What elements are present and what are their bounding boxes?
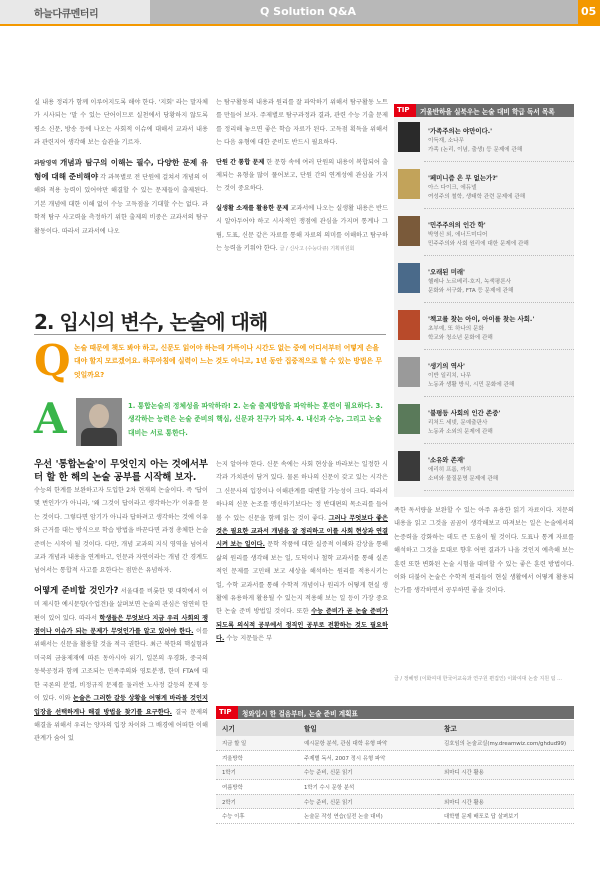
section-rule [34,334,386,335]
divider [424,396,574,397]
paragraph: 는 탐구활동의 내용과 원리를 잘 파악하기 위해서 탐구활동 노트를 만들어 보자. 주제별로 탐구과정과 결과, 관련 수능 기출 문제를 정리해 놓으면 좋은 학습 자료가 된다. 고득점 획득을 위해서는 다음 유형에 대한 준비도 반드시 필요하다. [216,99,388,147]
paragraph-text: 문학 작품에 대한 실증적 이해와 감상을 통해 삶의 원리를 생각해 보는 일, 도덕이나 철학 교과서를 통해 실존적인 문제를 고민해 보고 세상을 해석하는 원리를 적용시키는 일, 수학 교과서를 통해 수학적 개념이나 원리가 어떻게 현실 생활에 유용하게 활용될 수 있는지 적용해 보는 일 등이 가장 중요한 논술 준비 방법일 것이다. 또한 [216,541,389,616]
divider [424,443,574,444]
tip-badge: TIP [216,706,238,719]
table-row [216,809,574,824]
divider [424,161,574,162]
author-photo [76,398,122,446]
book-cover-image [398,357,420,387]
point-2 [216,202,388,257]
column-header: 시기 [216,720,298,736]
book-item [398,169,574,213]
answer-text: 1. 통합논술의 정체성을 파악하라! 2. 논술 출제방향을 파악하는 훈련이 필요하다. 3. 생각하는 능력은 논술 준비의 핵심, 신문과 친구가 되자. 4. 내신과 수능, 그리고 논술 대비는 서로 통한다. [128,402,383,437]
author-note: 글 / 신사고 (수능다큐) 기획위원회 [279,246,355,253]
table-header-row [216,720,574,736]
paragraph-text: 는지 알아야 한다. 신문 속에는 사회 현상을 바라보는 일정한 시각과 가치관이 담겨 있다. 물론 하나의 신문이 갖고 있는 시각은 그 신문사의 입장이나 이해관계를 대변할 가능성이 크다. 따라서 하나의 신문 논조를 맹신하기보다는 정 반대편의 목소리를 들어볼 수 있는 신문을 함께 읽는 것이 좋다. [216,461,388,522]
point-heading: 단원 간 통합 문제 [216,158,265,166]
book-description: 박영신 외, 에너드미디어 민주주의와 사회 원리에 대한 문제에 관해 [428,232,529,247]
book-description: 아스 다이크, 에듀넬 여성주의 철학, 생태학 관련 문제에 관해 [428,185,526,200]
divider [424,255,574,256]
book-cover-image [398,404,420,434]
column-header: 참고 [438,720,574,736]
paragraph: 결국 문제의 해결을 위해서 우리는 양자의 입장 차이와 그 배경에 어떠한 이해관계가 숨어 있 [34,708,209,743]
highlight-text: 논술은 그러한 갈등 상황을 어떻게 바라볼 것인지 입장을 선택하게나 해결 방법을 찾기를 요구한다. [34,695,208,716]
book-title: '가족주의는 야만이다.' [428,127,493,135]
lower-column-c [394,504,574,598]
plan-table-title: 청와입시 한 걸음부터, 논술 준비 계획표 [242,710,358,718]
book-item [398,263,574,307]
point-text: 교과서에 나오는 실생활 내용은 반드시 알아두어야 하고 시사적인 쟁점에 관심을 가지며 통계나 그림, 도표, 신문 같은 자료를 통해 자료의 의미를 이해하고 탐구하는 능력을 키워야 한다. [216,204,389,253]
table-cell [438,780,574,795]
question-mark-letter: Q [34,336,71,385]
author-caption: 글 / 정혜영 (이화여대 한국어교육과 연구원 편집인) 이화여대 논술 지원 팀 ... [394,676,562,682]
column-header: 할일 [298,720,438,736]
point-text: 한 문항 속에 여러 단원의 내용이 복합되어 출제되는 유형을 많이 풀어보고, 단원 간의 연계성에 관심을 가지는 것이 중요하다. [216,158,388,193]
book-description: 에리히 프롬, 까치 소비와 물질문명 문제에 관해 [428,467,499,482]
section-bar [150,0,578,24]
subsection [34,156,208,238]
book-item [398,404,574,448]
book-description: 이반 일리치, 나무 노동과 생활 방식, 시민 문화에 관해 [428,373,515,388]
book-description: 리처드 세넷, 문예출판사 노동과 소외의 문제에 관해 [428,420,493,435]
book-cover-image [398,310,420,340]
table-cell: 2학기 [216,794,298,809]
logo-text: 하늘다큐멘터리 [34,9,99,20]
table-cell: 주제별 독서, 2007 정시 유형 파악 [298,751,438,766]
table-body [216,736,574,824]
table-row [216,736,574,751]
reading-list-header [394,104,574,117]
book-title: '페미니즘 은 무 없는가?' [428,174,498,182]
book-item [398,122,574,166]
paragraph: 이를 위해서는 신문을 활용할 것을 적극 권한다. 최근 북한의 핵실험과 미국의 금융제재에 따른 동아시아 위기, 일본의 우경화, 중국의 동북공정과 함께 고조되는 민족주의와 영토분쟁, 한미 FTA에 대한 국론의 분열, 비정규직 문제를 둘러싼 노사정 갈등의 문제 등이 있다. 이와 [34,628,209,703]
answer-letter: A [34,394,67,443]
table-cell: 겨울방학 [216,751,298,766]
paragraph: 각 과목별로 전 단원에 걸쳐서 개념의 이해와 적용 능력이 있어야만 해결할 수 있는 문제들이 출제된다. 기본 개념에 대한 이해 없이 수능 고득점을 기대할 수는 없다. 과학적 탐구 사고력을 측정하기 위한 출제의 비중은 교과서의 탐구활동이다. 따라서 교과서에 나오 [34,174,208,235]
subject-label: 과탐영역 [34,159,58,167]
table-cell: 예시문항 분석, 관심 대학 유형 파악 [298,736,438,751]
book-item [398,451,574,495]
divider [424,302,574,303]
table-row [216,794,574,809]
subsection [34,584,208,746]
paragraph-text: 수능 지문들은 부 [226,635,273,643]
book-title: '소유와 존재' [428,456,466,464]
book-title: '오래된 미래' [428,268,466,276]
book-title: '불평등 사회의 인간 존중' [428,409,501,417]
book-description: 헬레나 노르베리-호지, 녹색평론사 문화와 서구화, FTA 등 문제에 관해 [428,279,514,294]
photo-head [89,404,109,428]
page-header [0,0,600,24]
table-row [216,765,574,780]
paragraph: 수능의 한계를 보완하고자 도입한 2차 현재의 논술이다. 즉 '답이 몇 번인가'가 아니라, '왜 그것이 답이라고 생각하는가' 이유를 묻는 것이다. 그렇다면 암기가 아니라 답하려고 생각하는 것에 이유와 근거를 대는 방식으로 학습 방법을 바꾼다면 과정 총체한 논술 준비는 시작이 될 것이다. 다만, 개념 교과의 지식 영역을 넘어서 교과 개념과 내용을 연계하고, 인문과 자연이라는 개념 간 경계도 넘어서는 통합적 사고를 요한다는 점만은 유념하자. [34,487,208,575]
photo-body [81,428,117,446]
book-cover-image [398,263,420,293]
header-rule [0,24,600,26]
paragraph [216,458,388,646]
table-cell: 논술문 작성 연습(실전 논술 대비) [298,809,438,824]
book-description: 이득재, 소나무 가족 (논리, 이념, 출생) 등 문제에 관해 [428,138,523,153]
paragraph: 서울대를 비롯한 몇 대학에서 이미 제시한 예시문항(수업견)을 살펴보면 논술의 관심은 엄연히 한편이 있어 있다. 따라서 [34,587,208,622]
book-title: '책고를 찾는 아이, 아이를 찾는 사회.' [428,315,535,323]
tip-badge: TIP [394,104,416,117]
table-row [216,780,574,795]
section-title: 2. 입시의 변수, 논술에 대해 [34,310,268,334]
table-cell: 1학기 [216,765,298,780]
book-cover-image [398,169,420,199]
book-cover-image [398,216,420,246]
table-cell: 지금 할 일 [216,736,298,751]
table-cell: 여름방학 [216,780,298,795]
question-text: 논술 때문에 책도 봐야 하고, 신문도 읽어야 하는데 가뜩이나 시간도 없는 중에 어디서부터 어떻게 손을 대야 할지 모르겠어요. 하루아침에 실력이 느는 것도 아니고, 1년 동안 집중적으로 할 수 있는 방법은 무엇일까요? [74,344,383,379]
highlight-text: 수능 준비가 곧 논술 준비가 되도록 의식적 공부에서 정직인 공부로 전환하는 것도 필요하다. [216,608,388,643]
table-row [216,751,574,766]
book-item [398,310,574,354]
table-cell: 외마디 시간 활용 [438,794,574,809]
upper-column-1 [34,96,208,238]
reading-list-title: 거울반하을 실북우는 논술 대비 학급 독서 목록 [420,108,555,116]
book-title: '민주주의의 인간 학' [428,221,486,229]
book-title: '생기의 역사' [428,362,466,370]
upper-column-2 [216,96,388,256]
table-cell: 수능 준비, 신문 읽기 [298,794,438,809]
lower-column-a [34,458,208,746]
divider [424,208,574,209]
book-item [398,216,574,260]
table-cell: 김호임의 논술교실(my.dreamwiz.com/ghdud99) [438,736,574,751]
paragraph: 족한 독서량을 보완할 수 있는 아주 유용한 읽기 자료이다. 지문의 내용을 읽고 그것을 곰곰이 생각해보고 따져보는 일은 논술에서의 논증력을 강화하는 데도 큰 도움이 될 것이다. 도표나 통계 자료를 해석하고 그것을 토대로 향후 어떤 결과가 나올 것인지 예측해 보는 훈련 또한 변화된 논술 시험을 대비할 수 있는 좋은 훈련 방법이다. 이와 더불어 논술은 수학적 원리들이 현실 생활에서 어떻게 활용되는가를 생각하면서 공부하면 좋을 것이다. [394,507,574,595]
table-cell: 1학기 수시 문항 분석 [298,780,438,795]
table-cell: 대학별 문제 배포로 답 살펴보기 [438,809,574,824]
page-number-box [578,0,600,24]
table-cell [438,751,574,766]
lower-column-b [216,458,388,646]
paragraph: 실 내용 정리가 함께 이루어지도록 해야 한다. '지회' 라는 말자체가 시사되는 '말 수 있는 단어이므로 실천에서 당황하지 않도록 평소 신문, 방송 등에 나오는 사회적 이슈에 대해서 교과서 내용과 관련지어 생각해 보는 습관을 기르자. [34,99,208,147]
book-cover-image [398,122,420,152]
book-item [398,357,574,401]
plan-table-header [216,706,574,719]
point-1 [216,156,388,196]
book-description: 초부예, 또 하나의 문화 학교와 청소년 문화에 관해 [428,326,493,341]
section-label: Q Solution Q&A [260,5,356,18]
plan-table [216,720,574,824]
table-cell: 수능 이후 [216,809,298,824]
highlight-text: 그러나 무엇보다 좋은 것은 필요한 교과서 개념을 잘 정리하고 이를 사회 현상과 연결시켜 보는 일이다. [216,514,389,549]
divider [424,349,574,350]
subsection-heading: 어떻게 준비할 것인가? [34,584,119,595]
table-cell: 외마디 시간 활용 [438,765,574,780]
book-cover-image [398,451,420,481]
page-number: 05 [581,5,597,18]
article-heading: 우선 '통합논술'이 무엇인지 아는 것에서부터 할 한 해의 논술 공부를 시작해 보자. [34,459,208,483]
divider [424,490,574,491]
point-heading: 실생활 소재를 활용한 문제 [216,204,289,212]
table-cell: 수능 준비, 신문 읽기 [298,765,438,780]
highlight-text: 학생들은 무엇보다 지금 우리 사회의 쟁점이나 이슈가 되는 문제가 무엇인가를 알고 있어야 한다. [34,614,208,636]
subsection-heading: 개념과 탐구의 이해는 필수, 다양한 문제 유형에 대해 준비해야 [34,157,209,182]
magazine-logo [0,0,150,24]
